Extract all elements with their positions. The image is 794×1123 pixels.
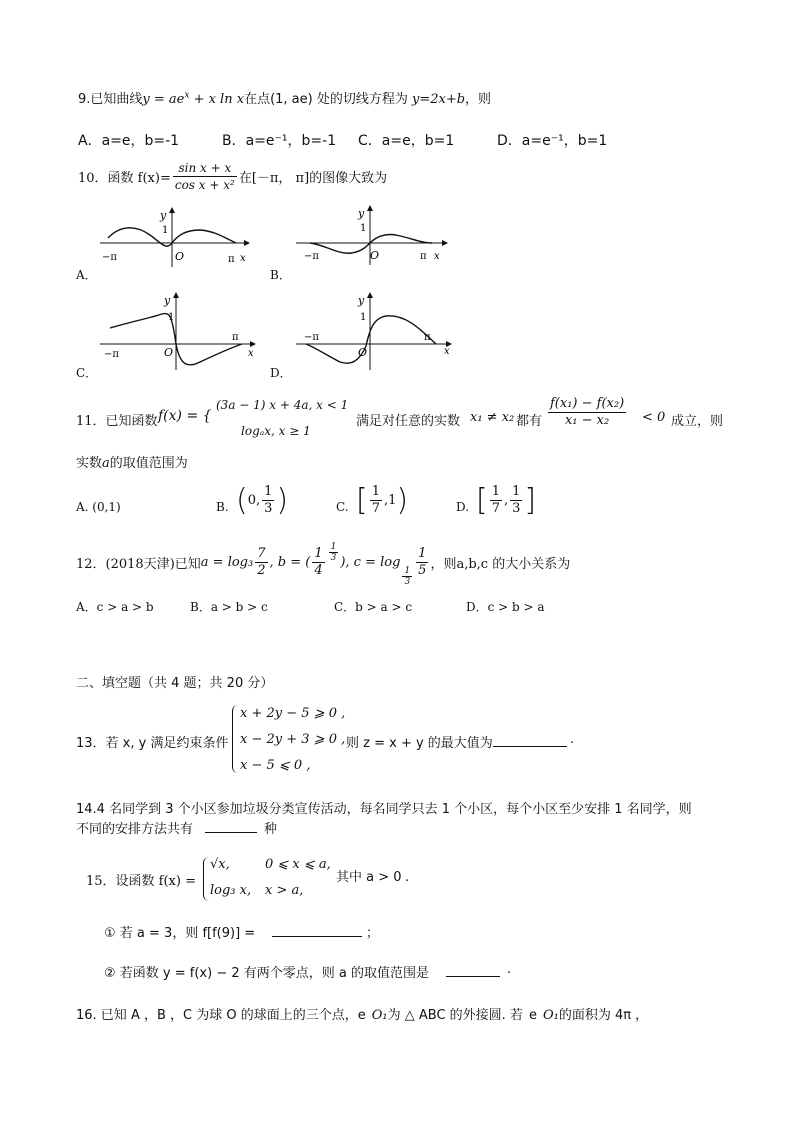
graph-b-y-label: y	[358, 207, 365, 220]
q10-label-a: A．	[76, 268, 97, 282]
q9-suffix: ，则	[465, 92, 492, 107]
q13-mid: 则 z = x + y 的最大值为	[346, 736, 493, 751]
q15-case1-cond: 0 ⩽ x ⩽ a,	[265, 857, 331, 872]
q14-line1: 14.4 名同学到 3 个小区参加垃圾分类宣传活动，每名同学只去 1 个小区，每个小区至少安排 1 名同学，则	[76, 802, 692, 817]
q11-suffix: 成立，则	[671, 414, 724, 429]
q9-stem	[78, 88, 491, 107]
q11-mid2: 都有	[516, 414, 543, 429]
graph-d-x-label: x	[444, 346, 450, 357]
graph-d-origin: O	[358, 346, 368, 359]
q11-mid: 满足对任意的实数	[356, 414, 461, 429]
q10-graph-d	[296, 290, 456, 370]
q9-prefix: 9.已知曲线	[78, 92, 143, 107]
q11-option-b-label: B.	[216, 500, 229, 514]
graph-c-x-label: x	[248, 348, 254, 359]
q13-brace	[232, 705, 239, 773]
q15-sub1: ① 若 a = 3，则 f[f(9)] =	[104, 926, 256, 941]
graph-a-origin: O	[175, 250, 185, 263]
q11-case2: logₐx, x ≥ 1	[241, 424, 311, 438]
graph-d-neg-pi: −π	[304, 332, 319, 343]
graph-a-x-label: x	[240, 253, 246, 264]
q16-stem: 16. 已知 A ，B ，C 为球 O 的球面上的三个点，e O₁为 △ ABC 的外接圆. 若 e O₁的面积为 4π ，	[76, 1008, 649, 1023]
graph-d-one: 1	[360, 312, 367, 323]
q10-graph-a	[100, 205, 250, 267]
graph-b-pi: π	[420, 251, 427, 262]
q11-prefix: 11．已知函数	[76, 414, 158, 429]
q12-option-c: C．b > a > c	[334, 600, 413, 614]
graph-d-y-label: y	[358, 294, 365, 307]
circle-symbol-1: e	[357, 1008, 366, 1023]
graph-d-pi: π	[424, 332, 431, 343]
q10-label-d: D．	[270, 366, 292, 380]
q11-case1: (3a − 1) x + 4a, x < 1	[216, 398, 349, 412]
q9-mid: 在点(1, ae) 处的切线方程为	[244, 92, 412, 107]
q15-end: .	[405, 870, 410, 885]
graph-c-neg-pi: −π	[104, 349, 119, 360]
graph-b-origin: O	[370, 249, 380, 262]
q13-end: .	[570, 732, 575, 747]
q11-fx: f(x) = {	[158, 408, 212, 424]
q9-option-d: D．a=e⁻¹，b=1	[497, 133, 608, 149]
graph-a-y-label: y	[160, 209, 167, 222]
q11-option-d-label: D.	[456, 500, 470, 514]
q15-sub1-blank[interactable]	[272, 922, 362, 937]
graph-b-neg-pi: −π	[304, 251, 319, 262]
q13-constraint-3: x − 5 ⩽ 0 ,	[240, 758, 311, 773]
q14-line2: 不同的安排方法共有	[76, 822, 194, 837]
graph-c-one: 1	[168, 312, 175, 323]
q9-option-b: B．a=e⁻¹，b=-1	[222, 133, 337, 149]
q15-sub2: ② 若函数 y = f(x) − 2 有两个零点，则 a 的取值范围是	[104, 966, 429, 981]
q15-prefix: 15．设函数 f(x) =	[86, 874, 196, 889]
q10-fraction: $\frac{\text{sin x + x}}{\text{cos x + x²}}$	[174, 161, 235, 192]
q12-option-a: A．c > a > b	[76, 600, 154, 614]
section-title: 二、填空题（共 4 题；共 20 分）	[76, 676, 274, 691]
q11-fraction: $\frac{\text{f(x₁) − f(x₂)}}{\text{x₁ − x₂}}$	[550, 396, 625, 428]
q10-stem	[78, 160, 387, 193]
q15-case2-expr: log₃ x,	[210, 883, 252, 898]
graph-a-neg-pi: −π	[102, 252, 117, 263]
q13-constraint-2: x − 2y + 3 ⩾ 0 ,	[240, 732, 346, 747]
q10-prefix: 10．函数 f(x)=	[78, 171, 171, 186]
graph-c-y-label: y	[164, 294, 171, 307]
q10-graph-c	[100, 290, 260, 370]
q11-option-c: [ $\frac{1}{7}$ ,1 )	[356, 482, 409, 518]
q15-sub2-end: .	[507, 962, 512, 977]
q15-case1-expr: √x,	[210, 857, 230, 872]
q11-inequality: < 0	[642, 410, 666, 425]
q10-suffix: 在[－π， π]的图像大致为	[238, 171, 388, 186]
q15-brace	[203, 857, 210, 901]
graph-a-pi: π	[228, 254, 235, 265]
q11-option-a: A. (0,1)	[76, 500, 121, 514]
q11-line2: 实数a的取值范围为	[76, 456, 188, 471]
q11-condition: x₁ ≠ x₂	[470, 410, 515, 425]
q9-tangent: y=2x+b	[411, 92, 466, 107]
q15-case2-cond: x > a,	[265, 883, 304, 898]
q13-constraint-1: x + 2y − 5 ⩾ 0 ,	[240, 706, 346, 721]
q14-answer-blank[interactable]	[205, 818, 257, 833]
q10-graph-b	[296, 203, 448, 265]
q11-option-b: ( 0, $\frac{1}{3}$ )	[236, 482, 289, 518]
q11-option-d: [ $\frac{1}{7}$ , $\frac{1}{3}$ ]	[476, 482, 537, 518]
q11-option-c-label: C.	[336, 500, 349, 514]
q15-mid: 其中 a > 0	[336, 870, 402, 885]
q9-option-a: A．a=e，b=-1	[78, 133, 180, 149]
graph-b-x-label: x	[434, 251, 440, 262]
graph-b-one: 1	[360, 223, 367, 234]
q14-end: 种	[264, 822, 278, 837]
graph-a-one: 1	[162, 225, 169, 236]
q12-option-d: D．c > b > a	[466, 600, 545, 614]
q15-sub2-blank[interactable]	[446, 962, 500, 977]
circle-symbol-2: e	[528, 1008, 537, 1023]
q10-label-c: C．	[76, 366, 98, 380]
q10-label-b: B．	[270, 268, 291, 282]
q13-prefix: 13．若 x, y 满足约束条件	[76, 736, 229, 751]
q15-sub1-end: ；	[366, 926, 380, 941]
q9-option-c: C．a=e，b=1	[358, 133, 455, 149]
graph-c-pi: π	[232, 332, 239, 343]
q12-option-b: B．a > b > c	[190, 600, 268, 614]
q12-stem: 12．(2018天津)已知 a = log₃ $\frac{7}{2}$ , b = ( $\frac{1}{4}$ $\frac{1}{3}$ ), c = log $\frac{1}{3}$ $\frac{1}{5}$ ，则a,b,c 的大小关系为	[76, 542, 571, 587]
graph-c-origin: O	[164, 346, 174, 359]
q13-answer-blank[interactable]	[493, 732, 567, 747]
q9-curve: $y = ae^x + x$ ln x	[142, 90, 245, 107]
